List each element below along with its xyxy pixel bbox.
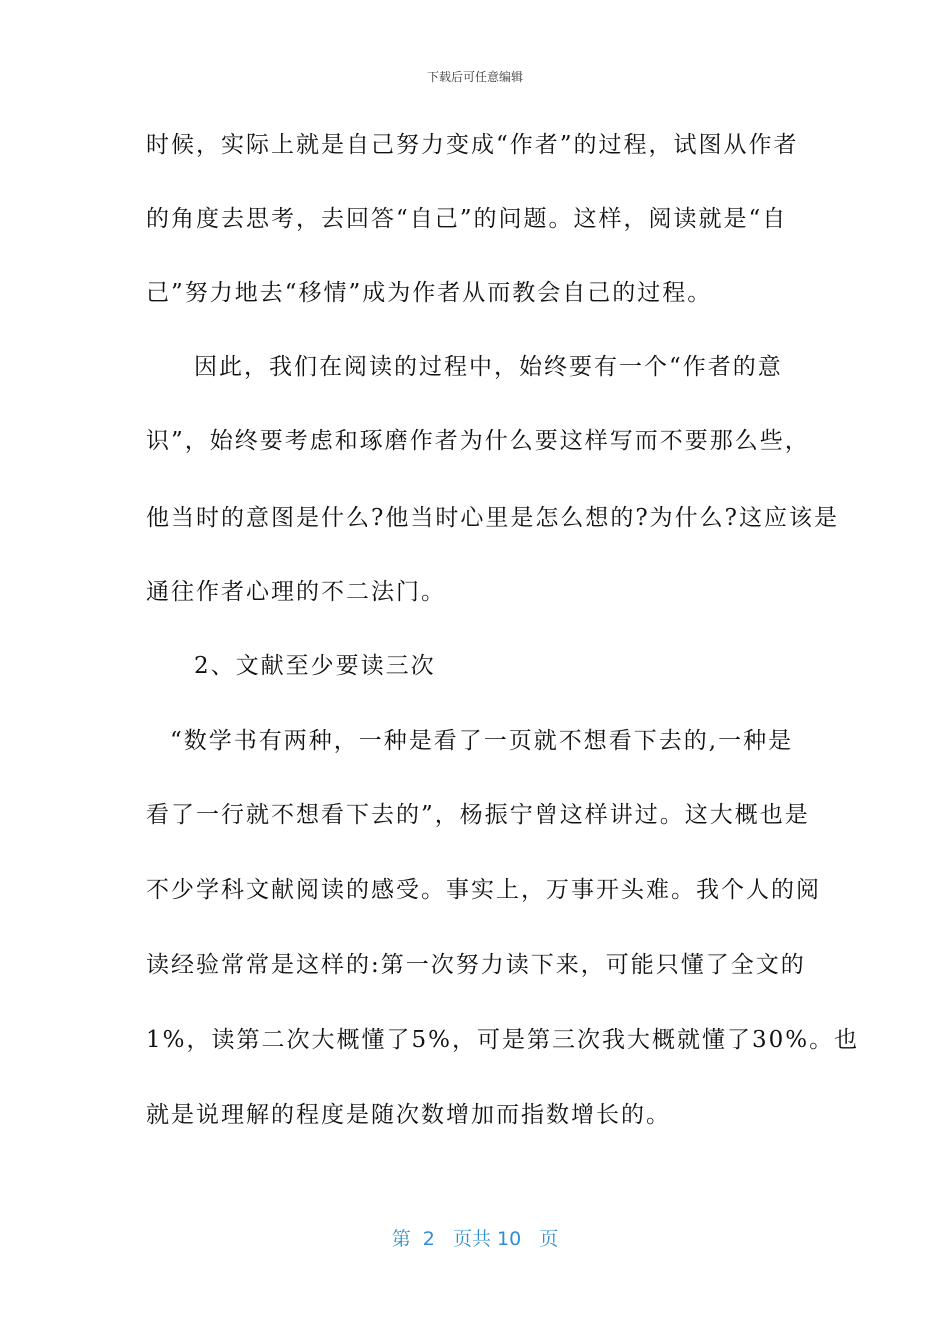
- body-line: 他当时的意图是什么?他当时心里是怎么想的?为什么?这应该是: [146, 505, 839, 531]
- body-line: 时候，实际上就是自己努力变成“作者”的过程，试图从作者: [146, 132, 799, 158]
- page-header: 下载后可任意编辑: [426, 70, 523, 84]
- body-line: 不少学科文献阅读的感受。事实上，万事开头难。我个人的阅: [146, 877, 821, 903]
- section-heading: 2、文献至少要读三次: [194, 653, 436, 679]
- body-line: 就是说理解的程度是随次数增加而指数增长的。: [146, 1102, 671, 1128]
- body-line: 己”努力地去“移情”成为作者从而教会自己的过程。: [146, 280, 713, 306]
- body-line: 看了一行就不想看下去的”，杨振宁曾这样讲过。这大概也是: [146, 802, 810, 828]
- page-footer: 第 2 页共 10 页: [391, 1228, 559, 1250]
- body-line: “数学书有两种，一种是看了一页就不想看下去的,一种是: [170, 728, 794, 754]
- body-line: 读经验常常是这样的:第一次努力读下来，可能只懂了全文的: [146, 952, 806, 978]
- body-line: 1%，读第二次大概懂了5%，可是第三次我大概就懂了30%。也: [146, 1027, 860, 1053]
- body-line: 识”，始终要考虑和琢磨作者为什么要这样写而不要那么些，: [146, 428, 810, 454]
- body-line: 因此，我们在阅读的过程中，始终要有一个“作者的意: [194, 354, 783, 380]
- body-line: 的角度去思考，去回答“自己”的问题。这样，阅读就是“自: [146, 206, 788, 232]
- body-line: 通往作者心理的不二法门。: [146, 579, 446, 605]
